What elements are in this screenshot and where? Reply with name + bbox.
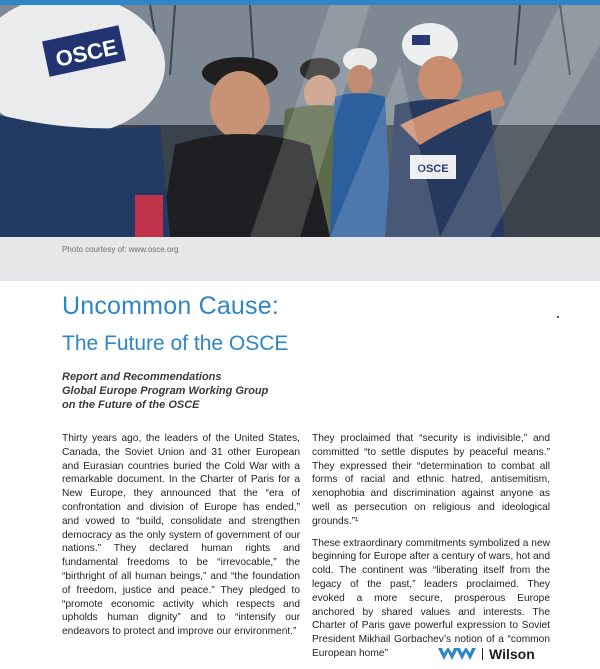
report-label bbox=[62, 370, 332, 412]
body-paragraph: Thirty years ago, the leaders of the United States, Canada, the Soviet Union and 31 other European and Eurasian countries buried the Cold War with a remarkable document. In the Charter of Paris for a New Europe, they announced that the “era of confrontation and division of Europe has ended,” and vowed to “build, consolidate and strengthen democracy as the only system of government of our nations.” They declared human rights and fundamental freedoms to be “irrevocable,” the “birthright of all human beings,” and “the foundation of freedom, justice and peace.” They pledged to “promote economic activity which respects and upholds human dignity” and to “intensify our endeavors to protect and improve our environment.” bbox=[62, 433, 300, 638]
body-paragraph: They proclaimed that “security is indivisible,” and committed “to settle disputes by peaceful means.” They expressed their “determination to combat all forms of racial and ethnic hatred, antisemitism, xenophobia and discrimination against anyone as well as persecution on religious and ideological grounds.”¹ bbox=[312, 433, 550, 527]
body-paragraph: These extraordinary commitments symbolized a new beginning for Europe after a century of wars, hot and cold. The continent was “liberating itself from the legacy of the past,” leaders proclaimed. They evoked a more secure, prosperous Europe anchored by shared values and interests. The Charter of Paris gave powerful expression to Soviet President Mikhail Gorbachev’s notion of a “common European home” bbox=[312, 537, 550, 659]
wilson-logo-mark-icon bbox=[438, 648, 476, 660]
photo-caption: Photo courtesy of: www.osce.org bbox=[62, 245, 179, 254]
stray-dot bbox=[557, 316, 559, 318]
report-title: Uncommon Cause: bbox=[62, 292, 279, 320]
helmet-label: OSCE bbox=[53, 34, 120, 72]
report-label-line: Report and Recommendations bbox=[62, 371, 222, 383]
cover-photo bbox=[0, 5, 600, 237]
body-column-left bbox=[62, 432, 300, 647]
vest-label: OSCE bbox=[417, 163, 449, 175]
caption-band bbox=[0, 237, 600, 281]
report-subtitle: The Future of the OSCE bbox=[62, 332, 289, 355]
logo-separator bbox=[482, 648, 483, 660]
report-label-line: on the Future of the OSCE bbox=[62, 399, 200, 411]
logo-text: Wilson bbox=[489, 646, 535, 662]
report-label-line: Global Europe Program Working Group bbox=[62, 385, 269, 397]
cover-photo-illustration bbox=[0, 5, 600, 237]
body-column-right bbox=[312, 432, 550, 669]
